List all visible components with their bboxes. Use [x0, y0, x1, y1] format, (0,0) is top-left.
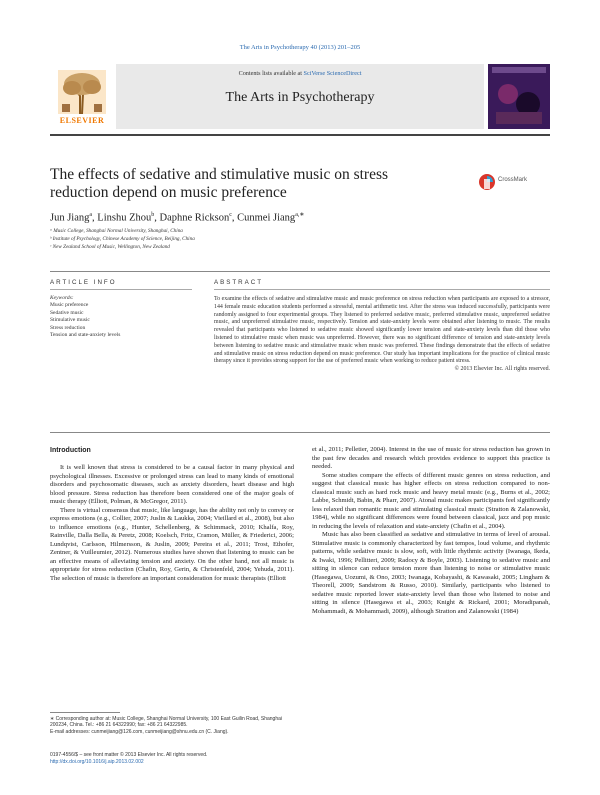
journal-citation[interactable]: The Arts in Psychotherapy 40 (2013) 201–205: [239, 44, 361, 51]
crossmark-badge[interactable]: [478, 172, 550, 192]
body-column-right: [312, 446, 550, 616]
author-list: Jun Jiang$^a$, Linshu Zhou$^b$, Daphne Rickson$^c$, Cunmei Jiang$^{a,∗}$: [50, 212, 305, 224]
author-affiliation-mark: c: [229, 212, 232, 218]
journal-info-panel: [116, 64, 484, 129]
author-name[interactable]: Daphne Rickson: [159, 212, 230, 224]
author-name[interactable]: Cunmei Jiang: [237, 212, 296, 224]
elsevier-wordmark: ELSEVIER: [59, 116, 105, 125]
body-paragraph: It is well known that stress is considered to be a causal factor in many physical and psychological illnesses. Excessive or prolonged stress can lead to many kinds of emotional disorders and psychosomatic diseases, such as anxiety disorders, heart disease and high blood pressure. Stress reduction has therefore been considered one of the major goals of music therapy (Elliott, Polman, & McGregor, 2011).: [50, 464, 294, 505]
affiliation: ᵇ Institute of Psychology, Chinese Academy of Science, Beijing, China: [50, 236, 195, 242]
author-name[interactable]: Jun Jiang: [50, 212, 90, 224]
footnote: [50, 716, 300, 735]
keyword: Sedative music: [50, 309, 84, 316]
author-affiliation-mark: a: [89, 212, 93, 218]
keywords-block: [50, 295, 192, 339]
author-affiliation-mark: a,∗: [295, 212, 305, 218]
body-paragraph: et al., 2011; Pelletier, 2004). Interest in the use of music for stress reduction has grown in the past few decades and research which provides evidence to support this practice is needed.: [312, 446, 550, 470]
keyword: Music preference: [50, 302, 89, 309]
article-info-rule: [50, 289, 192, 290]
author-affiliation-mark: b: [151, 212, 155, 218]
abstract-text-block: [214, 296, 550, 374]
issn-line: 0197-4556/$ – see front matter © 2013 Elsevier Inc. All rights reserved.: [50, 752, 208, 758]
page-footer: [50, 752, 300, 765]
article-info-heading: ARTICLE INFO: [50, 279, 117, 286]
body-rule: [50, 432, 550, 433]
section-rule: [50, 271, 550, 272]
elsevier-tree-logo: [58, 70, 106, 114]
keyword: Tension and state-anxiety levels: [50, 332, 121, 339]
crossmark-label: CrossMark: [498, 177, 528, 183]
abstract-heading: ABSTRACT: [214, 279, 264, 286]
journal-title[interactable]: The Arts in Psychotherapy: [225, 90, 375, 105]
body-paragraph: Music has also been classified as sedative and stimulative in terms of level of arousal. Stimulative music is commonly characterized by fast tempos, loud volume, and rhythmic patterns, while sedative music is slow, soft, with little rhythmic activity (Iwanaga, Ikeda, & Iwaki, 1996; Pellitteri, 2009; Radocy & Boyle, 2003). Listening to sedative music and sitting in silence can reduce tension more than listening to noise or stimulative music (Hasegawa, Uozumi, & Ono, 2003; Iwanaga, Kobayashi, & Kawasaki, 2005; Lingham & Theorell, 2009; Sandstrom & Russo, 2010). Similarly, participants who listened to sedative music reported lower state-anxiety level than those who listened to noise and sitting in silence (Hasegawa et al., 2003; Knight & Rickard, 2001; Moradipanah, Mohammadi, & Mohammadi, 2009), although Stratton and Zalanowski (1984): [312, 531, 550, 615]
keyword: Stimulative music: [50, 317, 90, 324]
crossmark-icon: [478, 172, 496, 192]
journal-cover-image[interactable]: [488, 64, 550, 129]
journal-banner: [50, 64, 550, 129]
abstract-rule: [214, 289, 550, 290]
cover-art-icon: [488, 64, 550, 129]
elsevier-logo[interactable]: [50, 64, 114, 129]
body-paragraph: Some studies compare the effects of different music genres on stress reduction, and suggest that classical music has higher effects on stress reduction compared to non-classical music such as hard rock music and heavy metal music (e.g., Burns et al., 2002; Labbe, Schmidt, Babin, & Pharr, 2007). Atonal music makes participants feel significantly less relaxed than romantic music and stimulating classical music (Stratton & Zalanowski, 1984), while no significant differences were found between classical, jazz and pop music in reducing the levels of relaxation and state-anxiety (Chafin et al., 2004).: [312, 471, 550, 530]
corresponding-author-note: ∗ Corresponding author at: Music College, Shanghai Normal University, 100 East Guilin Road, Shanghai 200234, China. Tel.: +86 21 64322990; fax: +86 21 64322985.: [50, 716, 282, 729]
body-column-left: [50, 464, 294, 583]
doi-link[interactable]: http://dx.doi.org/10.1016/j.aip.2013.02.002: [50, 758, 144, 765]
abstract-text: To examine the effects of sedative and stimulative music and music preference on stress reduction when participants are exposed to a stressor, 144 female music education students performed a stressful, mental arithmetic test. After the stress was induced successfully, participants were randomly assigned to four experimental groups. They listened to preferred sedative music, preferred stimulative music, unpreferred sedative music, and unpreferred stimulative music, respectively. Tension and state-anxiety levels were obtained after listening to music. The results revealed that participants who listened to sedative music showed significantly lower tension and state-anxiety levels than did those who listened to stimulative music when music was unpreferred. However, there was no significant difference of tension and state-anxiety levels between listening to sedative music and stimulative music when music was preferred. These findings demonstrate that the effects of sedative and stimulative music on stress reduction depend on music preference. Our study has important implications for the practice of clinical music therapy since it provides strong support for the use of preferred music when working to reduce patient stress.: [214, 296, 550, 365]
email-addresses[interactable]: E-mail addresses: cunmeijiang@126.com, cunmeijiang@shnu.edu.cn (C. Jiang).: [50, 728, 229, 735]
introduction-heading: Introduction: [50, 447, 91, 454]
affiliation: ᶜ New Zealand School of Music, Wellington, New Zealand: [50, 244, 170, 250]
body-paragraph: There is virtual consensus that music, like language, has the ability not only to convey or express emotions (e.g., Collier, 2007; Juslin & Laukka, 2004; Vieillard et al., 2008), but also to influence emotions (e.g., Hunter, Schellenberg, & Schimmack, 2010; Khalfa, Roy, Rainville, Dalla Bella, & Peretz, 2008; Koelsch, Fritz, Cramon, Müller, & Friederici, 2006; Lundqvist, Carlsson, Hilmersson, & Juslin, 2009; Pereira et al., 2011; Trost, Ethofer, Zentner, & Vuilleumier, 2012). Numerous studies have shown that listening to music can be an effective means of alleviating tension and anxiety. On the other hand, not all music is appropriate for stress reduction (Chafin, Roy, Gerin, & Christenfeld, 2004; Yehuda, 2011). The selection of music is therefore an important consideration for music therapists (Elliott: [50, 506, 294, 582]
footnote-rule: [50, 712, 120, 713]
copyright-line: © 2013 Elsevier Inc. All rights reserved.: [454, 366, 550, 373]
keyword: Stress reduction: [50, 324, 86, 331]
contents-line: [116, 70, 484, 77]
author-name[interactable]: Linshu Zhou: [97, 212, 152, 224]
contents-prefix: Contents lists available at: [238, 70, 304, 77]
affiliation: ᵃ Music College, Shanghai Normal University, Shanghai, China: [50, 228, 183, 234]
header-rule: [50, 134, 550, 136]
article-title: The effects of sedative and stimulative music on stress reduction depend on music preference: [50, 166, 389, 201]
sciencedirect-link[interactable]: SciVerse ScienceDirect: [303, 70, 362, 77]
keywords-label: Keywords:: [50, 295, 74, 301]
